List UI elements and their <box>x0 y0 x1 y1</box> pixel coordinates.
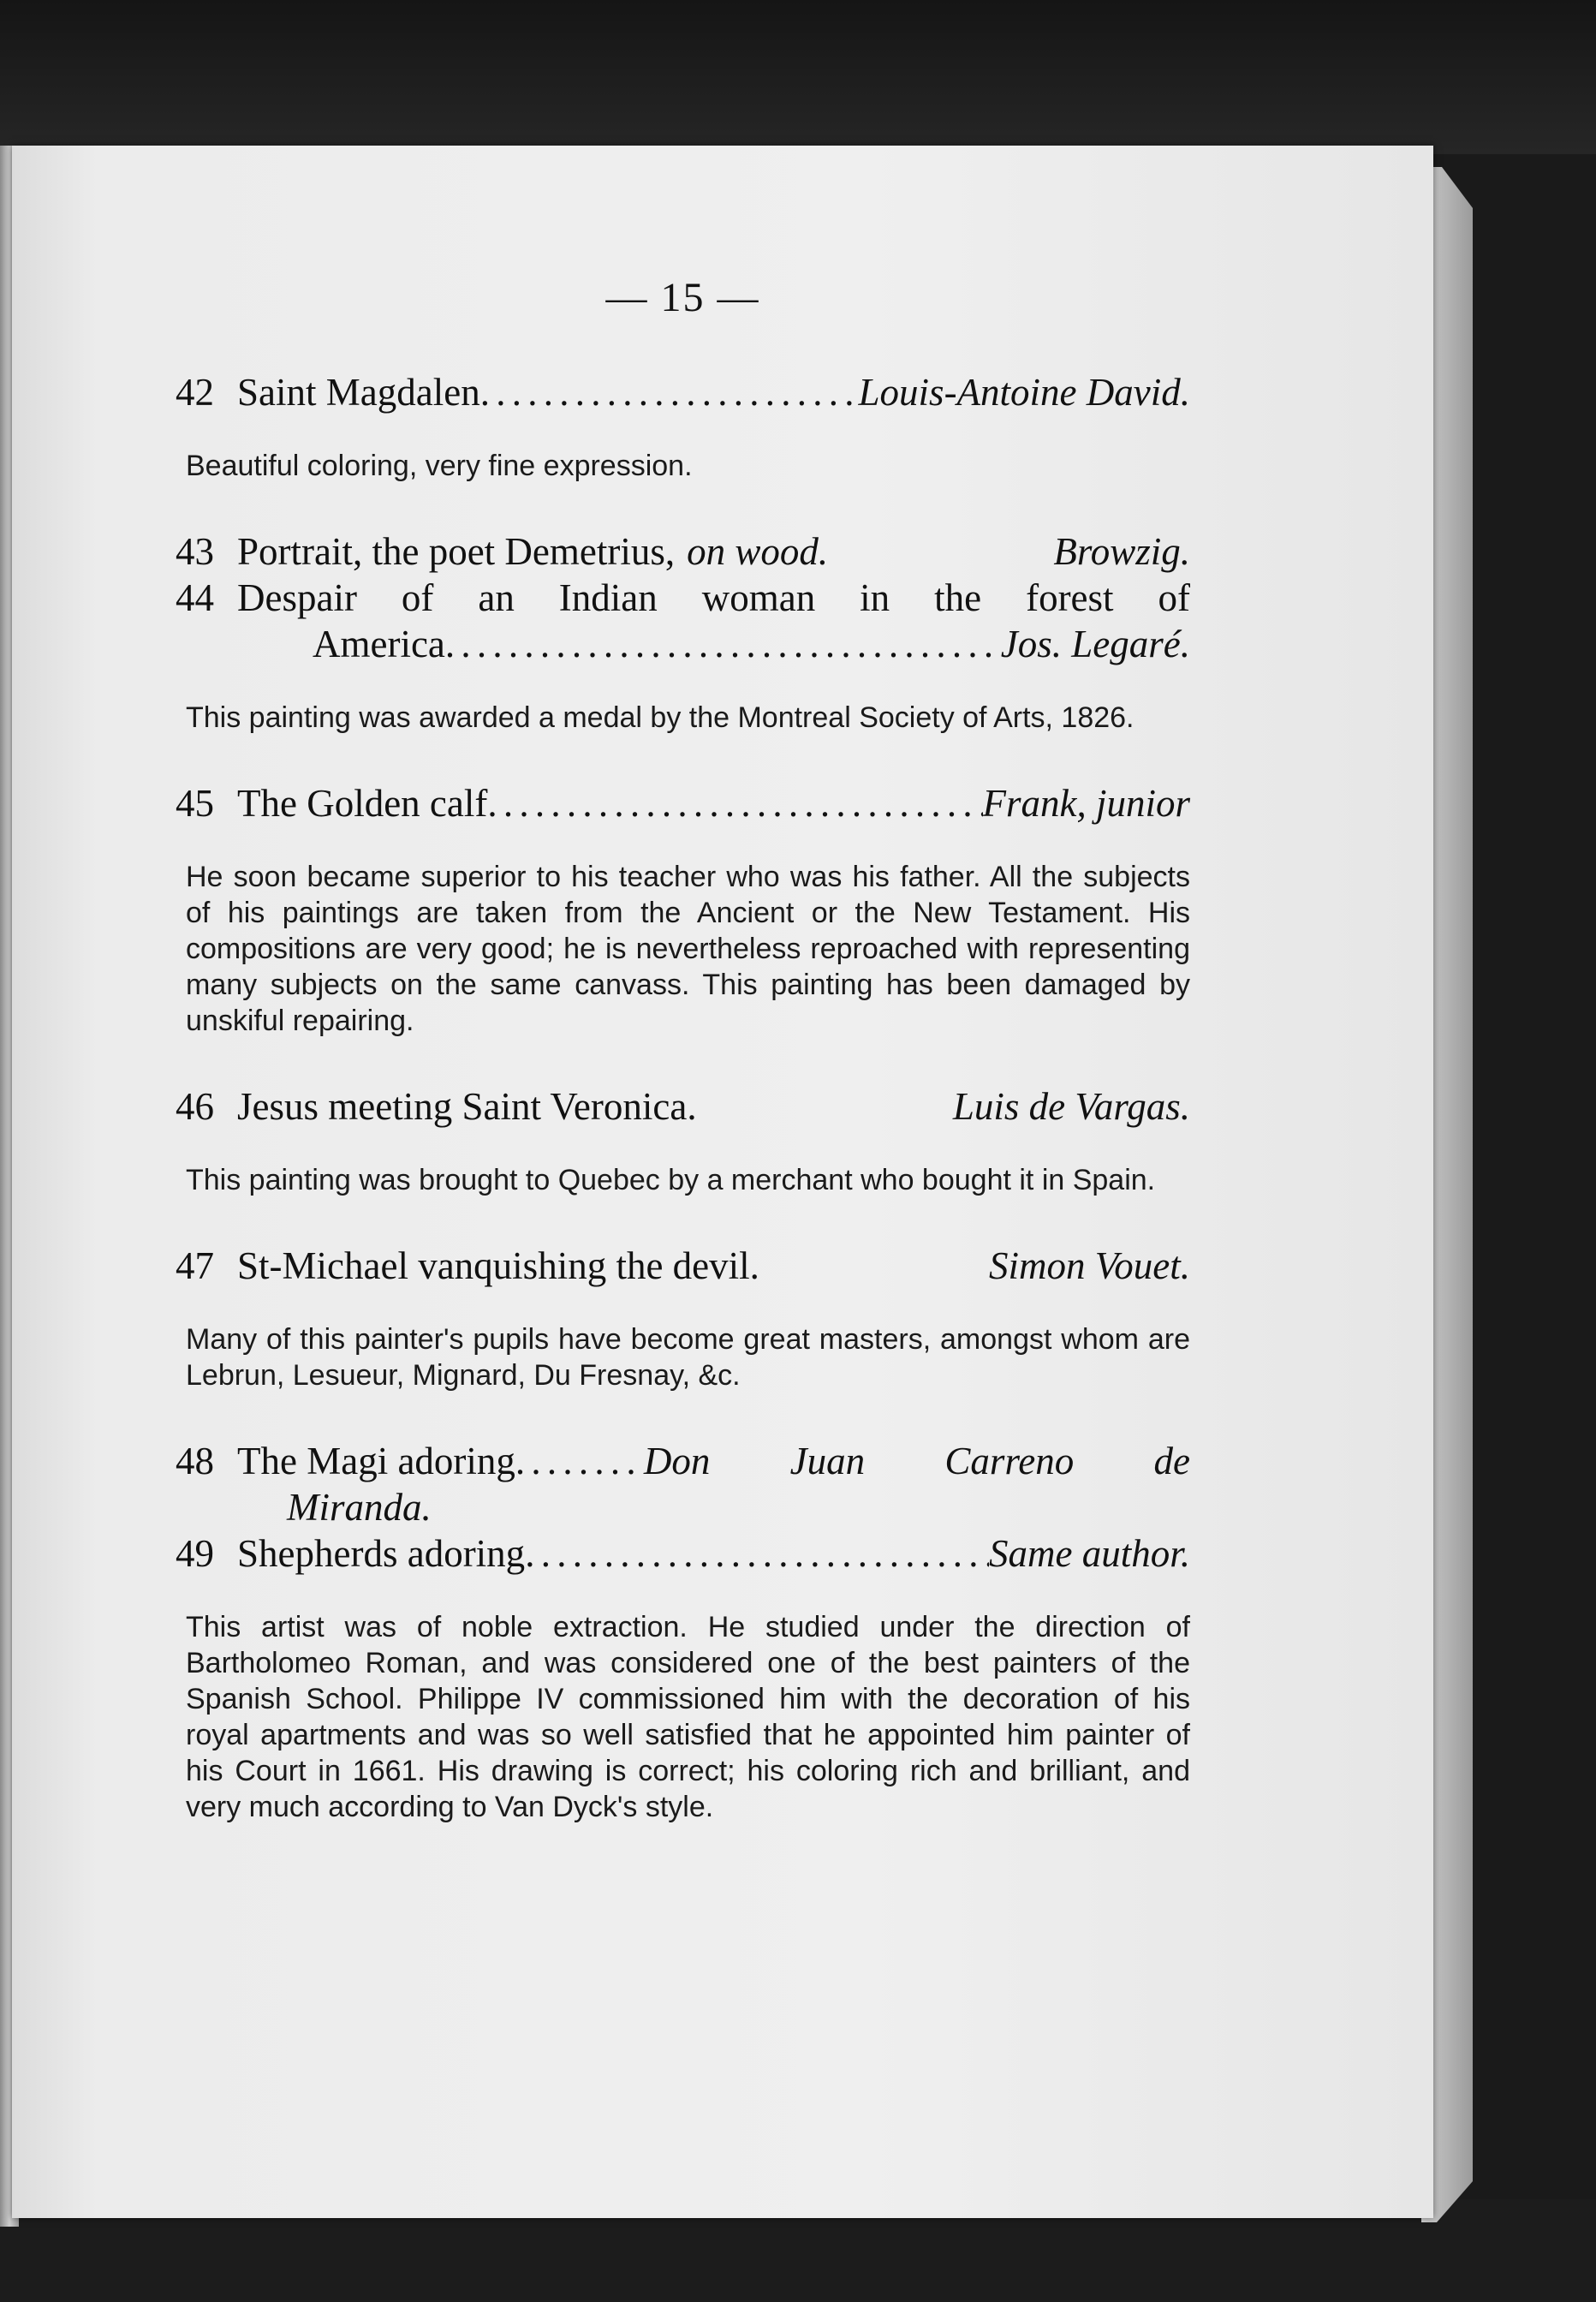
catalog-entry-44 <box>176 575 1190 621</box>
leader-dots <box>525 1530 989 1577</box>
entry-note-44: This painting was awarded a medal by the Montreal Society of Arts, 1826. <box>186 701 1134 734</box>
page-content <box>176 274 1190 1870</box>
catalog-entry-45 <box>176 780 1190 826</box>
entry-title: Shepherds adoring <box>237 1532 526 1575</box>
entry-number: 42 <box>176 371 214 414</box>
catalog-entry-44-continued <box>176 621 1190 667</box>
entry-medium: on wood. <box>687 530 829 573</box>
entry-note-42: Beautiful coloring, very fine expression. <box>186 450 693 482</box>
entry-number: 49 <box>176 1532 214 1575</box>
catalog-entry-47 <box>176 1243 1190 1289</box>
entry-note-49: This artist was of noble extraction. He studied under the direction of Bartholomeo Roman, and was considered one of the best painters of the Spanish School. Philippe IV commissioned him with the decoration of his royal apartments and was so well satisfied that he appointed him painter of his Court in 1661. His drawing is correct; his coloring rich and brilliant, and very much according to Van Dyck's style. <box>186 1611 1190 1823</box>
scan-background-top <box>0 0 1596 154</box>
entry-note-47: Many of this painter's pupils have become great masters, amongst whom are Lebrun, Lesueur, Mignard, Du Fresnay, &c. <box>186 1323 1190 1392</box>
entry-title: The Golden calf <box>237 782 488 825</box>
entry-author: Jos. Legaré. <box>1000 623 1190 665</box>
entry-number: 43 <box>176 530 214 573</box>
entry-title-line1: Despair of an Indian woman in the forest of <box>237 576 1190 619</box>
entry-number: 44 <box>176 576 214 619</box>
entry-author-line1: Don Juan Carreno de <box>643 1440 1190 1482</box>
entry-title-line2: America <box>313 623 445 665</box>
entry-note-46: This painting was brought to Quebec by a merchant who bought it in Spain. <box>186 1164 1156 1196</box>
entry-title: The Magi adoring <box>237 1440 515 1482</box>
entry-number: 48 <box>176 1440 214 1482</box>
catalog-entry-46 <box>176 1083 1190 1130</box>
entry-author: Simon Vouet. <box>989 1244 1190 1287</box>
entry-author-line2: Miranda. <box>287 1486 432 1529</box>
entry-author: Louis-Antoine David. <box>858 371 1190 414</box>
leader-dots <box>480 369 859 415</box>
entry-title: Saint Magdalen <box>237 371 480 414</box>
entry-number: 46 <box>176 1085 214 1128</box>
entry-author: Luis de Vargas. <box>952 1085 1190 1128</box>
entry-title: Jesus meeting Saint Veronica. <box>237 1085 697 1128</box>
leader-dots <box>487 780 982 826</box>
catalog-entry-43 <box>176 528 1190 575</box>
entry-title: Portrait, the poet Demetrius, <box>237 530 676 573</box>
entry-author: Same author. <box>989 1532 1190 1575</box>
entry-author: Frank, junior <box>982 782 1190 825</box>
entry-note-45: He soon became superior to his teacher who was his father. All the subjects of his paintings are taken from the Ancient or the New Testament. His compositions are very good; he is nevertheless reproached with representing many subjects on the same canvass. This painting has been damaged by unskiful repairing. <box>186 861 1190 1037</box>
page-number: — 15 — <box>605 275 760 320</box>
entry-author: Browzig. <box>1053 530 1190 573</box>
entry-number: 47 <box>176 1244 214 1287</box>
entry-number: 45 <box>176 782 214 825</box>
catalog-entry-48 <box>176 1438 1190 1484</box>
leader-dots <box>445 621 1001 667</box>
catalog-entry-49 <box>176 1530 1190 1577</box>
leader-dots <box>515 1438 644 1484</box>
catalog-entry-42 <box>176 369 1190 415</box>
entry-title: St-Michael vanquishing the devil. <box>237 1244 759 1287</box>
